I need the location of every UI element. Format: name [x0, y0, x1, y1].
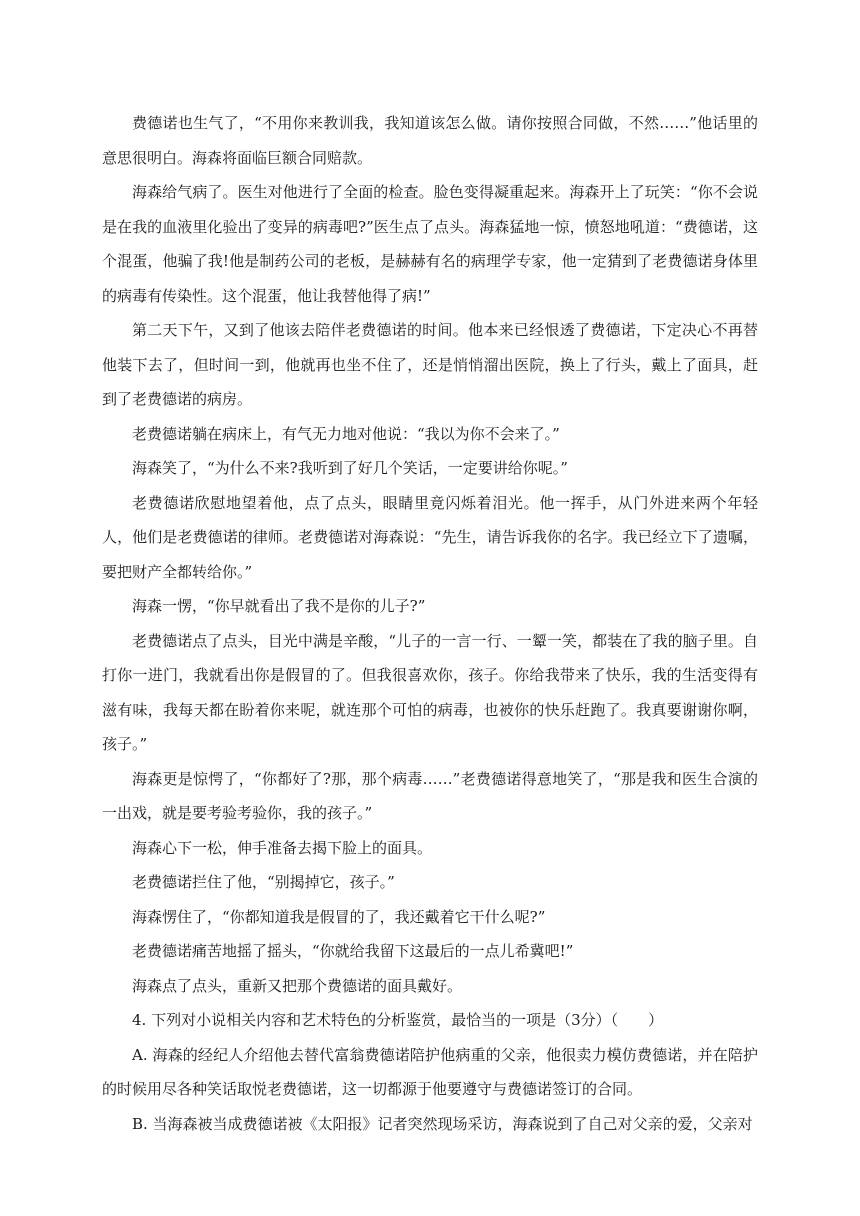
paragraph: 费德诺也生气了，“不用你来教训我，我知道该怎么做。请你按照合同做，不然……”他话里的意思很明白。海森将面临巨额合同赔款。: [102, 114, 758, 167]
paragraph: 海森笑了，“为什么不来?我听到了好几个笑话，一定要讲给你呢。”: [132, 459, 568, 477]
option-a: A. 海森的经纪人介绍他去替代富翁费德诺陪护他病重的父亲，他很卖力模仿费德诺，并在陪护的时候用尽各种笑话取悦老费德诺，这一切都源于他要遵守与费德诺签订的合同。: [102, 1045, 758, 1098]
paragraph: 老费德诺点了点头，目光中满是辛酸，“儿子的一言一行、一颦一笑，都装在了我的脑子里。自打你一进门，我就看出你是假冒的了。但我很喜欢你，孩子。你给我带来了快乐，我的生活变得有滋有味，我每天都在盼着你来呢，就连那个可怕的病毒，也被你的快乐赶跑了。我真要谢谢你啊，孩子。”: [102, 631, 758, 753]
paragraph: 老费德诺痛苦地摇了摇头，“你就给我留下这最后的一点儿希冀吧!”: [132, 942, 574, 960]
paragraph: 海森愣住了，“你都知道我是假冒的了，我还戴着它干什么呢?”: [132, 907, 546, 926]
paragraph: 海森点了点头，重新又把那个费德诺的面具戴好。: [132, 976, 463, 995]
paragraph: 老费德诺躺在病床上，有气无力地对他说：“我以为你不会来了。”: [132, 424, 560, 443]
paragraph: 海森心下一松，伸手准备去揭下脸上的面具。: [132, 838, 433, 857]
question-stem: 4. 下列对小说相关内容和艺术特色的分析鉴赏，最恰当的一项是（3分）（ ）: [132, 1011, 664, 1029]
paragraph: 老费德诺拦住了他，“别揭掉它，孩子。”: [132, 873, 395, 891]
paragraph: 老费德诺欣慰地望着他，点了点头，眼睛里竟闪烁着泪光。他一挥手，从门外进来两个年轻人，他们是老费德诺的律师。老费德诺对海森说：“先生，请告诉我你的名字。我已经立下了遗嘱，要把财产全都转给你。”: [102, 493, 758, 581]
paragraph: 海森一愣，“你早就看出了我不是你的儿子?”: [132, 597, 426, 615]
option-b: B. 当海森被当成费德诺被《太阳报》记者突然现场采访，海森说到了自己对父亲的爱，父亲对: [132, 1114, 753, 1133]
document-page: [102, 106, 758, 1141]
paragraph: 海森给气病了。医生对他进行了全面的检查。脸色变得凝重起来。海森开上了玩笑：“你不会说是在我的血液里化验出了变异的病毒吧?”医生点了点头。海森猛地一惊，愤怒地吼道：“费德诺，这个混蛋，他骗了我!他是制药公司的老板，是赫赫有名的病理学专家，他一定猜到了老费德诺身体里的病毒有传染性。这个混蛋，他让我替他得了病!”: [102, 183, 758, 305]
paragraph: 第二天下午，又到了他该去陪伴老费德诺的时间。他本来已经恨透了费德诺，下定决心不再替他装下去了，但时间一到，他就再也坐不住了，还是悄悄溜出医院，换上了行头，戴上了面具，赶到了老费德诺的病房。: [102, 321, 758, 408]
paragraph: 海森更是惊愕了，“你都好了?那，那个病毒……”老费德诺得意地笑了，“那是我和医生合演的一出戏，就是要考验考验你，我的孩子。”: [102, 769, 758, 822]
